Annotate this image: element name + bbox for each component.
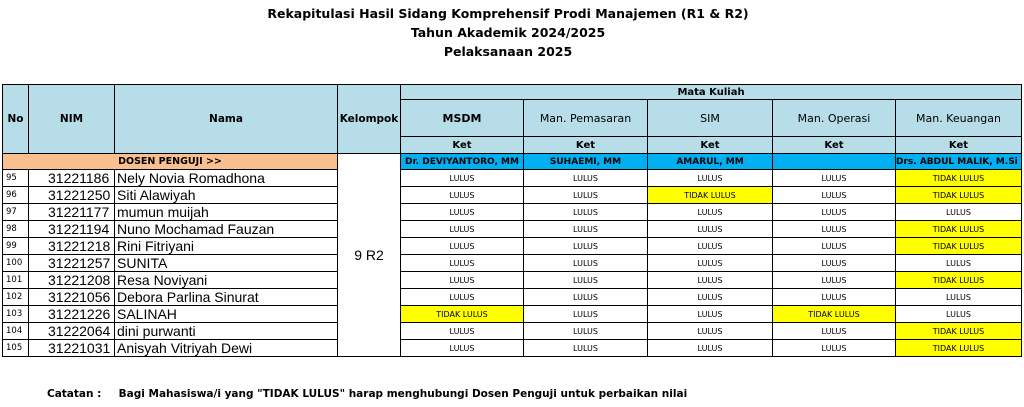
row-number: 97 [3, 204, 29, 221]
result-lulus: LULUS [896, 306, 1022, 323]
result-tidak-lulus: TIDAK LULUS [896, 170, 1022, 187]
row-nim: 31221031 [29, 340, 115, 357]
result-tidak-lulus: TIDAK LULUS [896, 238, 1022, 255]
row-nim: 31221208 [29, 272, 115, 289]
row-nim: 31221186 [29, 170, 115, 187]
header-nama: Nama [115, 85, 338, 154]
result-lulus: LULUS [648, 238, 773, 255]
row-nama: mumun muijah [115, 204, 338, 221]
table-row [3, 306, 1022, 323]
footer-note [47, 388, 687, 400]
result-lulus: LULUS [401, 238, 524, 255]
row-number: 99 [3, 238, 29, 255]
header-ket: Ket [524, 137, 648, 154]
table-row [3, 272, 1022, 289]
table-row [3, 221, 1022, 238]
table-row [3, 289, 1022, 306]
result-lulus: LULUS [896, 255, 1022, 272]
result-lulus: LULUS [773, 170, 896, 187]
header-kelompok: Kelompok [338, 85, 401, 154]
row-number: 98 [3, 221, 29, 238]
dosen-penguji-label: DOSEN PENGUJI >> [3, 154, 338, 170]
result-lulus: LULUS [896, 204, 1022, 221]
result-lulus: LULUS [524, 289, 648, 306]
note-text: Bagi Mahasiswa/i yang "TIDAK LULUS" harap menghubungi Dosen Penguji untuk perbaikan nilai [118, 388, 688, 400]
report-title: Rekapitulasi Hasil Sidang Komprehensif Prodi Manajemen (R1 & R2) [267, 6, 749, 21]
row-nama: Resa Noviyani [115, 272, 338, 289]
result-lulus: LULUS [401, 323, 524, 340]
result-lulus: LULUS [773, 323, 896, 340]
implementation-year: Pelaksanaan 2025 [443, 44, 573, 59]
row-nama: Debora Parlina Sinurat [115, 289, 338, 306]
row-nim: 31221056 [29, 289, 115, 306]
results-table [2, 84, 1022, 357]
result-tidak-lulus: TIDAK LULUS [401, 306, 524, 323]
row-number: 101 [3, 272, 29, 289]
result-lulus: LULUS [401, 187, 524, 204]
row-number: 103 [3, 306, 29, 323]
academic-year: Tahun Akademik 2024/2025 [410, 25, 606, 40]
header-subject-operasi: Man. Operasi [773, 100, 896, 137]
header-subject-msdm: MSDM [401, 100, 524, 137]
result-lulus: LULUS [648, 221, 773, 238]
row-nim: 31221218 [29, 238, 115, 255]
result-lulus: LULUS [524, 187, 648, 204]
table-row [3, 323, 1022, 340]
result-lulus: LULUS [401, 204, 524, 221]
kelompok-value: 9 R2 [338, 154, 401, 357]
row-nim: 31221257 [29, 255, 115, 272]
result-lulus: LULUS [773, 204, 896, 221]
result-lulus: LULUS [773, 289, 896, 306]
result-lulus: LULUS [401, 170, 524, 187]
header-no: No [3, 85, 29, 154]
result-lulus: LULUS [401, 340, 524, 357]
result-lulus: LULUS [773, 272, 896, 289]
result-tidak-lulus: TIDAK LULUS [896, 187, 1022, 204]
result-lulus: LULUS [648, 306, 773, 323]
row-nama: SUNITA [115, 255, 338, 272]
result-lulus: LULUS [648, 289, 773, 306]
result-lulus: LULUS [401, 255, 524, 272]
result-lulus: LULUS [648, 255, 773, 272]
penguji-sim: AMARUL, MM [648, 154, 773, 170]
result-lulus: LULUS [773, 340, 896, 357]
note-label: Catatan : [47, 388, 102, 400]
result-lulus: LULUS [524, 255, 648, 272]
result-lulus: LULUS [524, 272, 648, 289]
row-nama: SALINAH [115, 306, 338, 323]
row-nama: Rini Fitriyani [115, 238, 338, 255]
row-number: 95 [3, 170, 29, 187]
table-row [3, 340, 1022, 357]
report-title-block [0, 4, 1024, 61]
header-ket: Ket [401, 137, 524, 154]
row-number: 104 [3, 323, 29, 340]
result-lulus: LULUS [524, 340, 648, 357]
row-nama: Siti Alawiyah [115, 187, 338, 204]
row-nim: 31222064 [29, 323, 115, 340]
result-tidak-lulus: TIDAK LULUS [896, 323, 1022, 340]
result-tidak-lulus: TIDAK LULUS [648, 187, 773, 204]
result-lulus: LULUS [773, 255, 896, 272]
row-number: 100 [3, 255, 29, 272]
header-subject-keuangan: Man. Keuangan [896, 100, 1022, 137]
penguji-pemasaran: SUHAEMI, MM [524, 154, 648, 170]
result-lulus: LULUS [524, 306, 648, 323]
table-row [3, 204, 1022, 221]
row-nim: 31221194 [29, 221, 115, 238]
row-number: 102 [3, 289, 29, 306]
result-lulus: LULUS [648, 272, 773, 289]
result-lulus: LULUS [401, 272, 524, 289]
header-nim: NIM [29, 85, 115, 154]
result-lulus: LULUS [648, 170, 773, 187]
row-nim: 31221250 [29, 187, 115, 204]
row-number: 105 [3, 340, 29, 357]
penguji-operasi [773, 154, 896, 170]
row-number: 96 [3, 187, 29, 204]
header-subject-pemasaran: Man. Pemasaran [524, 100, 648, 137]
row-nama: dini purwanti [115, 323, 338, 340]
result-lulus: LULUS [648, 204, 773, 221]
penguji-keuangan: Drs. ABDUL MALIK, M.Si [896, 154, 1022, 170]
result-lulus: LULUS [896, 289, 1022, 306]
result-lulus: LULUS [401, 289, 524, 306]
result-tidak-lulus: TIDAK LULUS [896, 340, 1022, 357]
result-lulus: LULUS [773, 238, 896, 255]
table-row [3, 187, 1022, 204]
header-ket: Ket [648, 137, 773, 154]
result-lulus: LULUS [648, 323, 773, 340]
result-lulus: LULUS [524, 323, 648, 340]
row-nim: 31221177 [29, 204, 115, 221]
row-nim: 31221226 [29, 306, 115, 323]
penguji-msdm: Dr. DEVIYANTORO, MM [401, 154, 524, 170]
row-nama: Nely Novia Romadhona [115, 170, 338, 187]
result-lulus: LULUS [401, 221, 524, 238]
header-mata-kuliah: Mata Kuliah [401, 85, 1022, 100]
table-row [3, 170, 1022, 187]
result-lulus: LULUS [648, 340, 773, 357]
result-tidak-lulus: TIDAK LULUS [896, 221, 1022, 238]
header-ket: Ket [896, 137, 1022, 154]
table-row [3, 255, 1022, 272]
result-lulus: LULUS [773, 221, 896, 238]
result-lulus: LULUS [524, 170, 648, 187]
result-tidak-lulus: TIDAK LULUS [773, 306, 896, 323]
header-subject-sim: SIM [648, 100, 773, 137]
header-ket: Ket [773, 137, 896, 154]
row-nama: Anisyah Vitriyah Dewi [115, 340, 338, 357]
result-lulus: LULUS [773, 187, 896, 204]
result-tidak-lulus: TIDAK LULUS [896, 272, 1022, 289]
table-row [3, 238, 1022, 255]
result-lulus: LULUS [524, 221, 648, 238]
row-nama: Nuno Mochamad Fauzan [115, 221, 338, 238]
result-lulus: LULUS [524, 238, 648, 255]
result-lulus: LULUS [524, 204, 648, 221]
